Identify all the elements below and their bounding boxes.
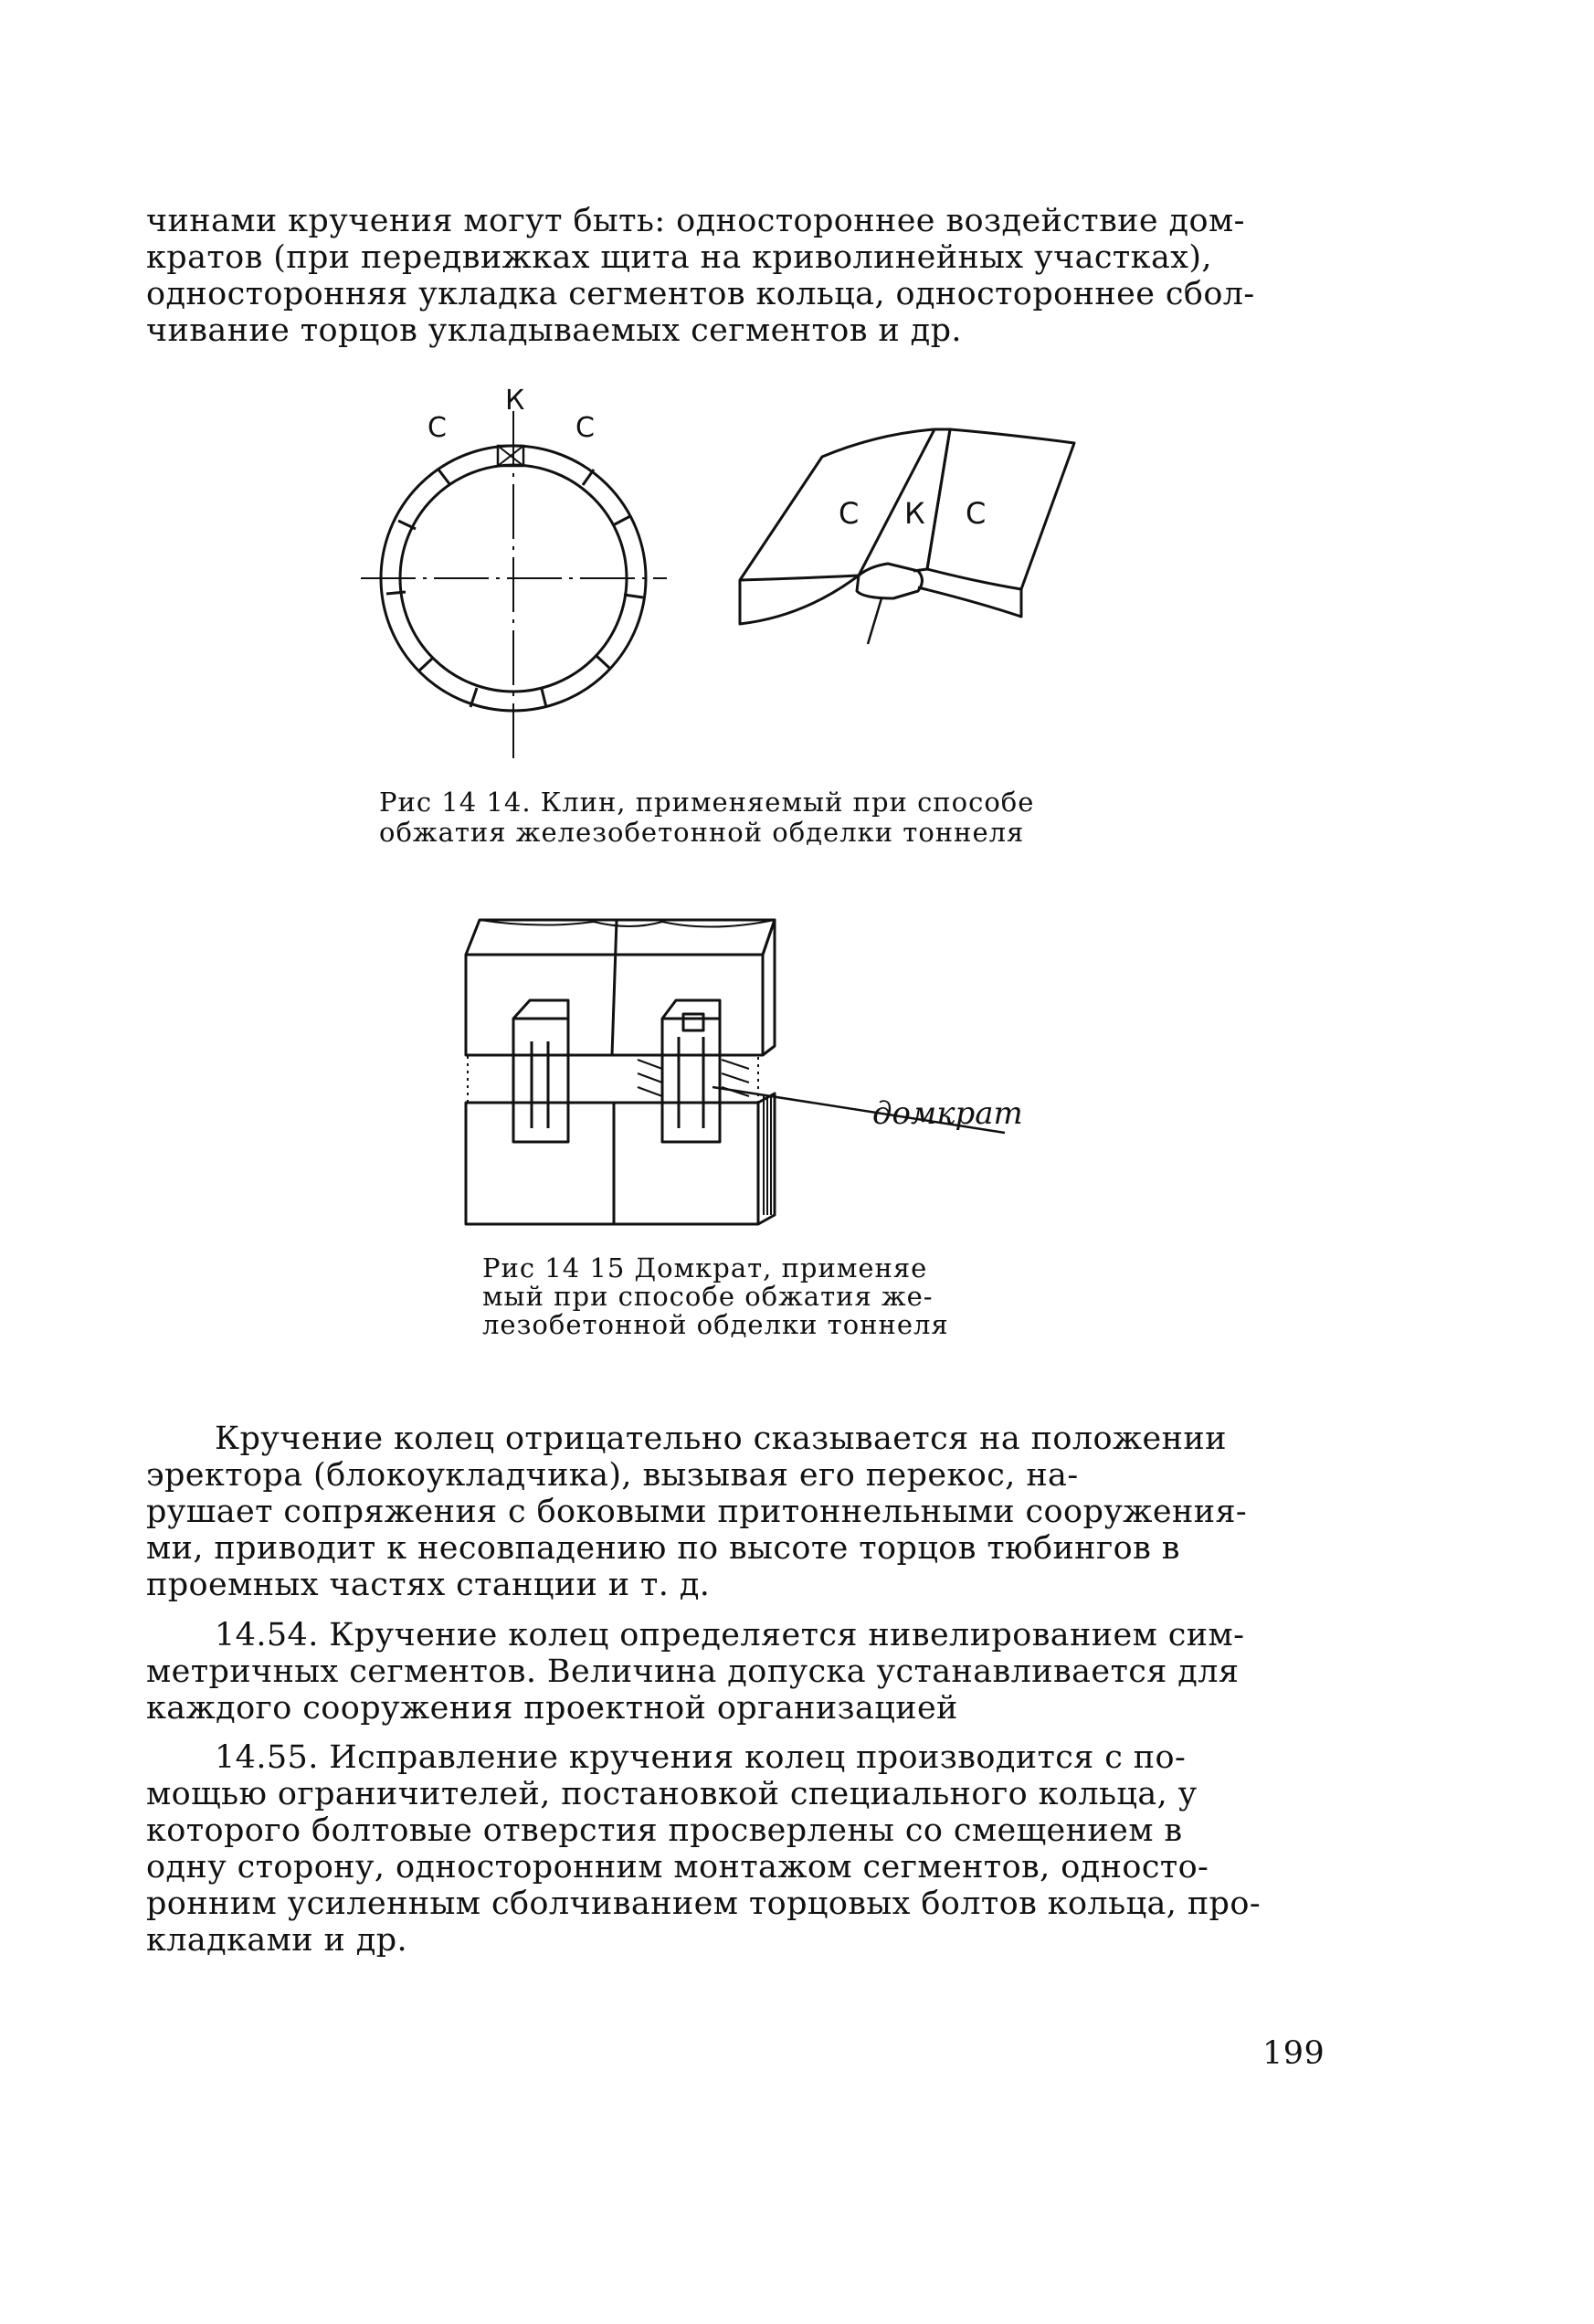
figure-1414-wedge-diagram — [731, 416, 1114, 662]
caption-line: Рис 14 15 Домкрат, применяе — [482, 1252, 928, 1283]
text-line: каждого сооружения проектной организацией — [146, 1690, 958, 1727]
figure-1415-label-jack: домкрат — [872, 1095, 1023, 1132]
figure-1414-ring-diagram — [365, 384, 694, 767]
text-line: чивание торцов укладываемых сегментов и др. — [146, 312, 962, 349]
text-line: мощью ограничителей, постановкой специального кольца, у — [146, 1776, 1198, 1812]
text-line: чинами кручения могут быть: одностороннее воздействие дом- — [146, 203, 1245, 239]
text-line: одну сторону, односторонним монтажом сегментов, односто- — [146, 1849, 1209, 1886]
figure-1414-ring-label-key: К — [505, 385, 525, 417]
figure-1415-jack-diagram — [457, 909, 1041, 1238]
text-line: проемных частях станции и т. д. — [146, 1567, 711, 1603]
figure-1414-wedge-label-left-c: С — [839, 496, 860, 531]
caption-line: обжатия железобетонной обделки тоннеля — [379, 817, 1025, 848]
top-paragraph — [146, 203, 1323, 349]
body-paragraph — [146, 1739, 1323, 1959]
text-line: Кручение колец отрицательно сказывается на положении — [215, 1421, 1227, 1457]
text-line: кладками и др. — [146, 1922, 408, 1959]
figure-1414-caption — [379, 787, 1034, 848]
text-line: односторонняя укладка сегментов кольца, одностороннее сбол- — [146, 276, 1255, 312]
figure-1414-ring-label-left-c: С — [428, 412, 447, 444]
text-line: 14.55. Исправление кручения колец производится с по- — [215, 1739, 1187, 1776]
caption-line: мый при способе обжатия же- — [482, 1281, 934, 1312]
text-line: 14.54. Кручение колец определяется нивелированием сим- — [215, 1617, 1245, 1653]
text-line: эректора (блокоукладчика), вызывая его перекос, на- — [146, 1457, 1079, 1494]
text-line: которого болтовые отверстия просверлены со смещением в — [146, 1812, 1183, 1849]
text-line: кратов (при передвижках щита на криволинейных участках), — [146, 239, 1212, 276]
figure-1414-wedge-label-key: К — [904, 496, 925, 531]
text-line: ми, приводит к несовпадению по высоте торцов тюбингов в — [146, 1530, 1180, 1567]
page-number: 199 — [1262, 2035, 1325, 2072]
text-line: рушает сопряжения с боковыми притоннельными сооружения- — [146, 1494, 1248, 1530]
body-paragraph — [146, 1617, 1323, 1727]
caption-line: лезобетонной обделки тоннеля — [482, 1309, 949, 1340]
text-line: метричных сегментов. Величина допуска устанавливается для — [146, 1653, 1240, 1690]
figure-1414-wedge-label-right-c: С — [966, 496, 987, 531]
caption-line: Рис 14 14. Клин, применяемый при способе — [379, 787, 1035, 818]
figure-1414-ring-label-right-c: С — [575, 412, 595, 444]
text-line: ронним усиленным сболчиванием торцовых болтов кольца, про- — [146, 1886, 1261, 1922]
figure-1415-caption — [482, 1254, 949, 1339]
body-paragraph — [146, 1421, 1323, 1603]
